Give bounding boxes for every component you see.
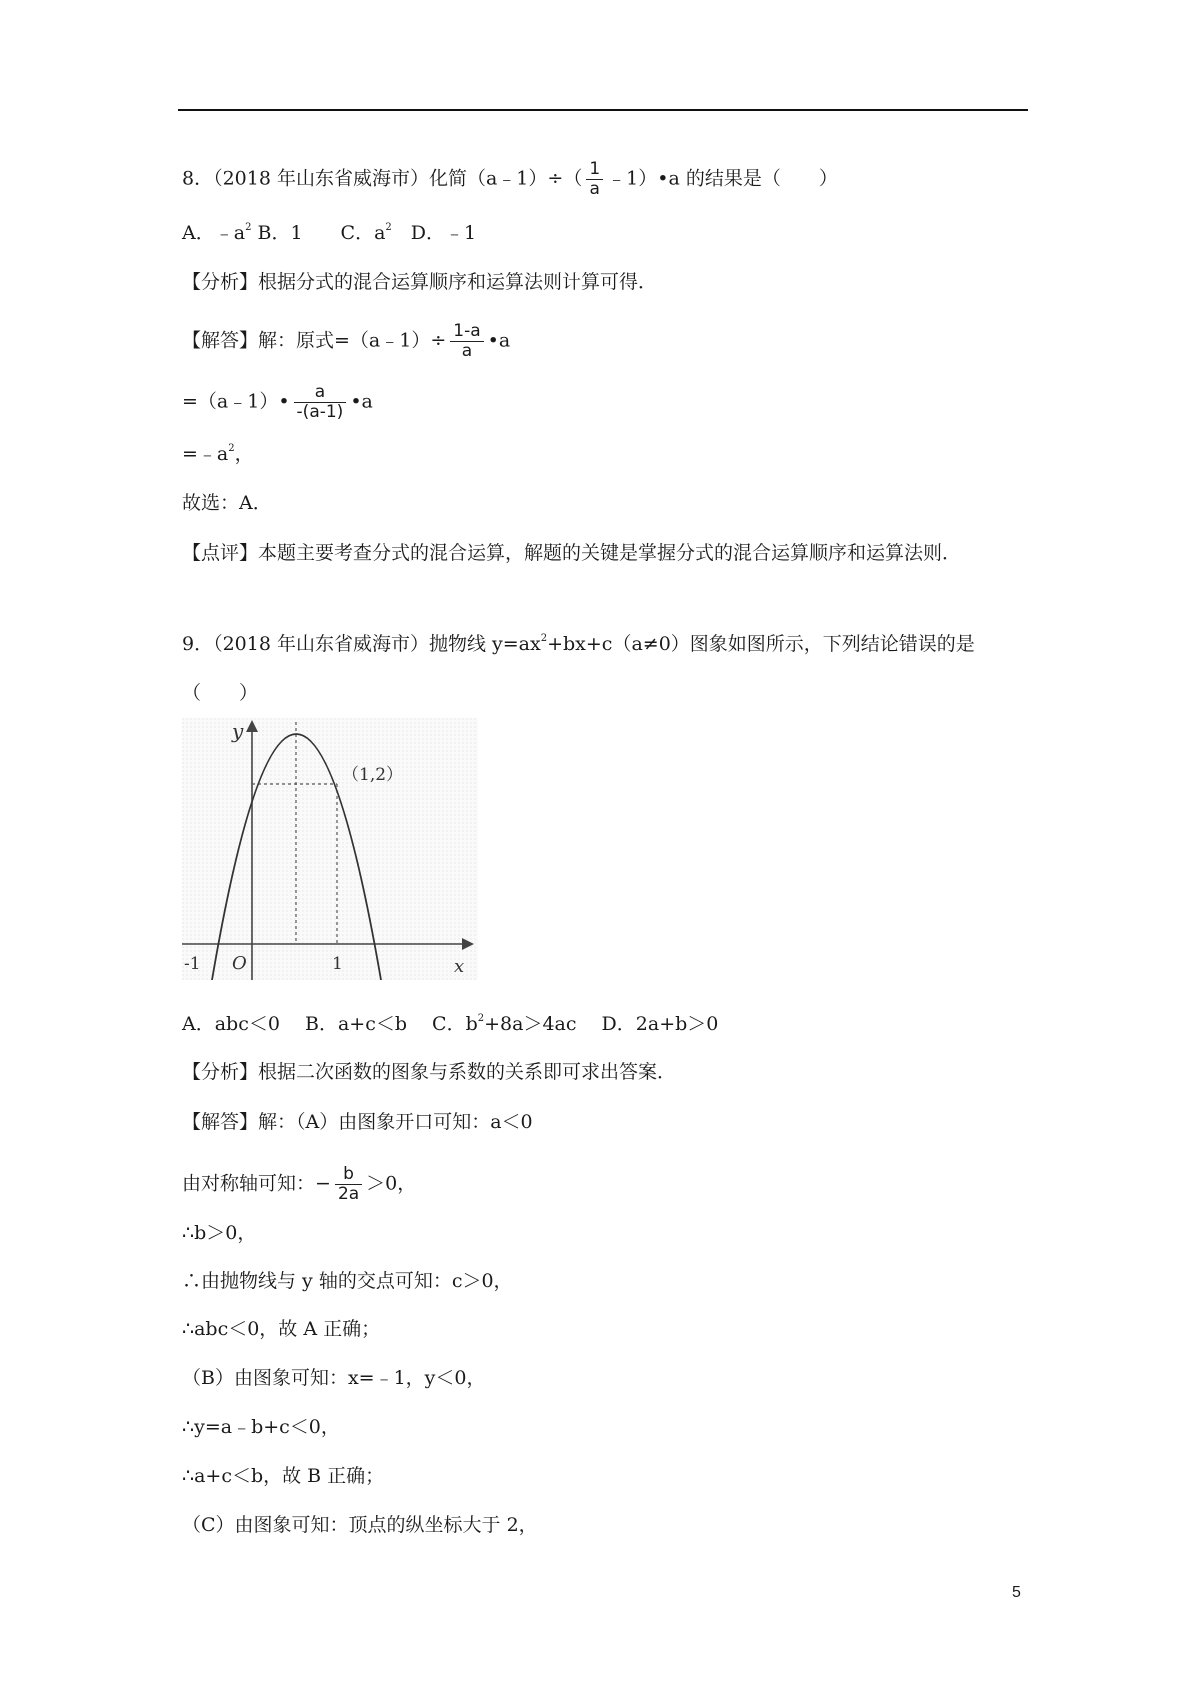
q8-analysis: 【分析】根据分式的混合运算顺序和运算法则计算可得． — [182, 271, 658, 293]
x-label: x — [454, 956, 465, 977]
q8-choice: 故选：A． — [182, 492, 272, 514]
q8-solution: 【解答】解：原式=（a﹣1）÷ $\frac{1-a}{a}$ •a — [182, 321, 511, 361]
q9-symmetry: 由对称轴可知：− $\frac{b}{2a}$ ＞0， — [182, 1164, 417, 1204]
q8-stem: 8．（2018 年山东省威海市）化简（a﹣1）÷（ $\frac{1}{a}$ ﹣1）•a 的结果是（ ） — [182, 159, 838, 199]
q9-line-1: ∴b＞0， — [182, 1222, 257, 1244]
figure-background — [182, 718, 478, 980]
q9-stem: 9．（2018 年山东省威海市）抛物线 $y=ax^2+bx+c(a\ne 0)$图象如图所示，下列结论错误的是 — [182, 633, 975, 655]
header-rule — [178, 109, 1028, 111]
q8-solution-fraction: $\frac{1-a}{a}$ — [450, 322, 483, 361]
tick-label-1: 1 — [332, 954, 343, 974]
q9-line-3: ∴abc＜0，故 A 正确； — [182, 1318, 381, 1340]
origin-label: O — [232, 953, 247, 974]
q9-solution-1: 【解答】解：（A）由图象开口可知：a＜0 — [182, 1111, 533, 1133]
q9-stem-paren: （ ） — [182, 682, 259, 704]
page-number: 5 — [1012, 1584, 1021, 1601]
q9-line-7: （C）由图象可知：顶点的纵坐标大于 2， — [182, 1514, 538, 1536]
q8-options: A．$﹣a^2$ B．1 C．$a^2$ D．﹣1 — [182, 222, 477, 244]
parabola-figure — [182, 718, 478, 980]
q8-step2-fraction: $\frac{a}{-(a-1)}$ — [294, 383, 347, 422]
q8-fraction: $\frac{1}{a}$ — [586, 160, 603, 199]
parabola-graph — [182, 718, 478, 980]
q8-step2: =（a﹣1）• $\frac{a}{-(a-1)}$ •a — [182, 382, 373, 422]
q9-analysis: 【分析】根据二次函数的图象与系数的关系即可求出答案． — [182, 1061, 677, 1083]
point-label: （1,2） — [342, 765, 404, 785]
q8-step3: $=﹣a^2$， — [182, 443, 254, 465]
q9-line-5: ∴y=a﹣b+c＜0， — [182, 1416, 340, 1438]
q9-line-2: ∴由抛物线与 y 轴的交点可知：c＞0， — [182, 1270, 513, 1292]
q8-comment: 【点评】本题主要考查分式的混合运算，解题的关键是掌握分式的混合运算顺序和运算法则． — [182, 542, 962, 564]
q9-line-4: （B）由图象可知：x=﹣1，y＜0， — [182, 1367, 486, 1389]
y-label: y — [232, 719, 244, 743]
q9-symmetry-fraction: $\frac{b}{2a}$ — [335, 1165, 362, 1204]
q9-line-6: ∴a+c＜b，故 B 正确； — [182, 1465, 385, 1487]
tick-label-neg1: -1 — [184, 954, 201, 974]
q9-options: A．abc＜0 B．a+c＜b C．$b^2+8a>4ac$ D．2a+b＞0 — [182, 1013, 719, 1035]
